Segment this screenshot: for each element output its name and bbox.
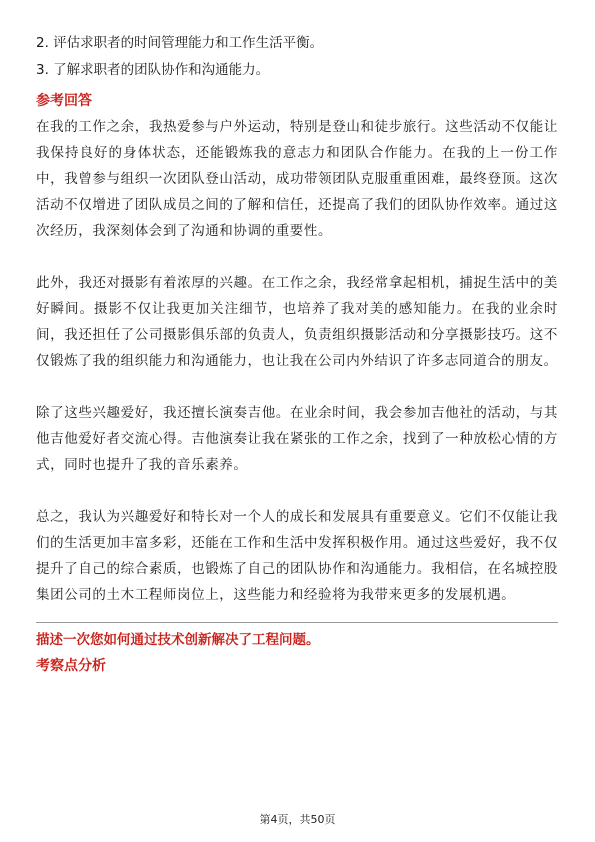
paragraph-gap [36, 478, 558, 504]
answer-paragraph-4: 总之，我认为兴趣爱好和特长对一个人的成长和发展具有重要意义。它们不仅能让我们的生活更加丰富多彩，还能在工作和生活中发挥积极作用。通过这些爱好，我不仅提升了自己的综合素质，也锻炼了自己的团队协作和沟通能力。我相信，在名城控股集团公司的土木工程师岗位上，这些能力和经验将为我带来更多的发展机遇。 [36, 509, 558, 603]
answer-heading: 参考回答 [36, 93, 92, 109]
paragraph-gap [36, 374, 558, 400]
section-divider [36, 622, 558, 623]
answer-paragraph-1: 在我的工作之余，我热爱参与户外运动，特别是登山和徒步旅行。这些活动不仅能让我保持良好的身体状态，还能锻炼我的意志力和团队合作能力。在我的上一份工作中，我曾参与组织一次团队登山活动，成功带领团队克服重重困难，最终登顶。这次活动不仅增进了团队成员之间的了解和信任，还提高了我们的团队协作效率。通过这次经历，我深刻体会到了沟通和协调的重要性。 [36, 119, 558, 239]
paragraph-gap [36, 244, 558, 270]
next-question: 描述一次您如何通过技术创新解决了工程问题。 [36, 632, 320, 648]
page-footer: 第4页，共50页 [259, 813, 336, 826]
answer-paragraph-3: 除了这些兴趣爱好，我还擅长演奏吉他。在业余时间，我会参加吉他社的活动，与其他吉他爱好者交流心得。吉他演奏让我在紧张的工作之余，找到了一种放松心情的方式，同时也提升了我的音乐素养。 [36, 405, 558, 473]
analysis-heading: 考察点分析 [36, 658, 106, 674]
answer-paragraph-2: 此外，我还对摄影有着浓厚的兴趣。在工作之余，我经常拿起相机，捕捉生活中的美好瞬间。摄影不仅让我更加关注细节，也培养了我对美的感知能力。在我的业余时间，我还担任了公司摄影俱乐部的负责人，负责组织摄影活动和分享摄影技巧。这不仅锻炼了我的组织能力和沟通能力，也让我在公司内外结识了许多志同道合的朋友。 [36, 275, 558, 369]
document-page [36, 30, 558, 679]
list-item-3: 3. 了解求职者的团队协作和沟通能力。 [36, 62, 270, 78]
list-item-2: 2. 评估求职者的时间管理能力和工作生活平衡。 [36, 35, 324, 51]
